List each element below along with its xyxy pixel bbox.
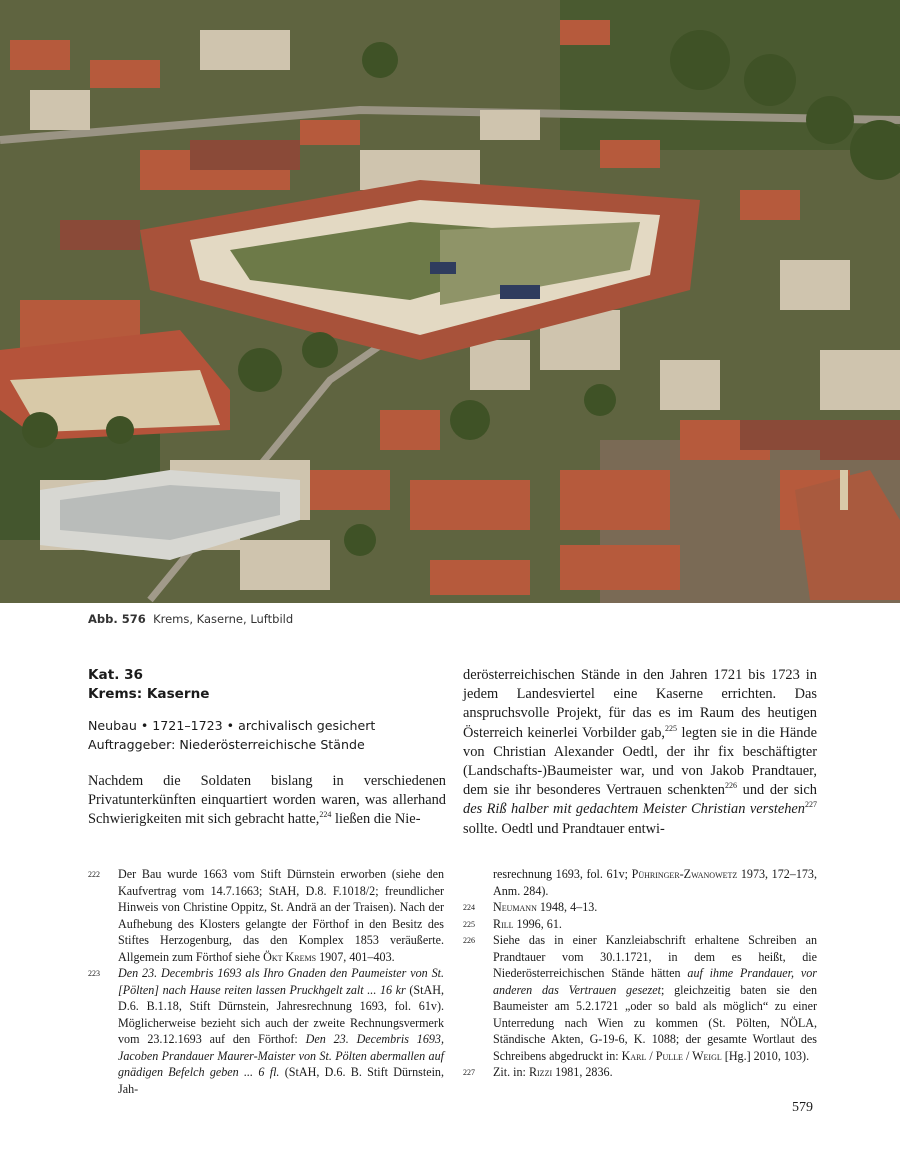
- quote-italic: des Riß halber mit gedachtem Meister Christian verstehen: [463, 801, 805, 818]
- text-run: Siehe das in einer Kanzleiabschrift erhaltene Schreiben an Prandtauer vom 30.1.1721, in dem es heißt, die Niederösterreichischen Stände hätten: [493, 933, 817, 980]
- right-column: [463, 666, 817, 839]
- footnote-222: [88, 866, 444, 965]
- footnote-225: [463, 916, 817, 933]
- meta-line-2: Auftraggeber: Niederösterreichische Stände: [88, 737, 365, 752]
- text-run: Nachdem die Soldaten bislang in verschiedenen Privatunterkünften einquartiert worden waren, was allerhand Schwierigkeiten mit sich gebracht hatte,: [88, 773, 446, 828]
- left-column: [88, 666, 446, 830]
- text-run: 1981, 2836.: [552, 1065, 613, 1079]
- text-run: derösterreichischen Stände in den Jahren 1721 bis 1723 in jedem Landesviertel eine Kaserne errichten. Das anspruchsvolle Projekt, für das es im Raum des heutigen Österreich keinerlei Vorbilder gab,: [463, 667, 817, 741]
- caption-text: Krems, Kaserne, Luftbild: [153, 612, 294, 626]
- text-run: legten sie in die Hände von Christian Alexander Oedtl, der ihr fix beschäftigter (Landschafts-)Baumeister war, und von Jakob Prandtauer, dem sie ihr besonderes Vertrauen schenkten: [463, 724, 817, 799]
- author-smallcaps: Neumann: [493, 900, 537, 914]
- author-smallcaps: Karl / Pulle / Weigl: [621, 1048, 722, 1063]
- body-text-left: [88, 772, 446, 830]
- author-smallcaps: Pühringer-Zwanowetz: [631, 867, 738, 881]
- footnote-224: [463, 899, 817, 916]
- text-run: ließen die Nie-: [331, 811, 421, 828]
- catalog-meta: [88, 716, 446, 754]
- text-run: 1907, 401–403.: [316, 949, 395, 964]
- quote-italic: Den 23. Decembris 1693, Jacoben Prandauer Maurer-Maister von St. Pölten abermallen auf gnädigen Befelch geben ... 6 fl.: [118, 1032, 445, 1079]
- meta-line-1: Neubau • 1721–1723 • archivalisch gesichert: [88, 718, 376, 733]
- page-number: 579: [792, 1100, 813, 1115]
- caption-label: Abb. 576: [88, 612, 146, 626]
- catalog-title: Krems: Kaserne: [88, 686, 210, 702]
- footnote-ref[interactable]: 227: [805, 800, 817, 810]
- paragraph: [463, 666, 817, 839]
- footnote-number: 224: [463, 903, 475, 912]
- footnote-number: 223: [88, 969, 100, 978]
- figure-caption: [88, 612, 293, 626]
- footnote-number: 226: [463, 936, 475, 945]
- text-run: (StAH, D.6. B. Stift Dürnstein, Jah-: [118, 1065, 444, 1096]
- text-run: (StAH, D.6. B.1.18, Stift Dürnstein, Jahresrechnung 1693, fol. 61v). Möglicherweise bezieht sich auch der zweite Rechnungsvermerk vom 23.12.1693 auf den Förthof:: [118, 982, 444, 1046]
- text-run: [Hg.] 2010, 103).: [721, 1048, 810, 1063]
- footnote-number: 222: [88, 870, 100, 879]
- text-run: und der sich: [737, 782, 817, 799]
- catalog-number: Kat. 36: [88, 667, 144, 683]
- author-smallcaps: Rizzi: [528, 1065, 553, 1079]
- footnotes-right: [463, 866, 817, 1081]
- text-run: 1973, 172–173, Anm. 284).: [493, 867, 817, 898]
- quote-italic: Den 23. Decembris 1693 als Ihro Gnaden den Paumeister von St. [Pölten] nach Hause reiten lassen Pruckhgelt zalt ... 16 kr: [118, 966, 444, 997]
- text-run: Der Bau wurde 1663 vom Stift Dürnstein erworben (siehe den Kaufvertrag vom 14.7.1663; StAH, D.8. F.1018/2; freundlicher Hinweis von Christine Oppitz, St. Andrä an der Traisen). Nach der Aufhebung des Klosters gelangte der Förthof in den Besitz des Stiftes Herzogenburg, das den Komplex 1853 veräußerte. Allgemein zum Förthof siehe: [118, 867, 444, 964]
- quote-italic: auf ihme Prandauer, vor anderen das Vertrauen gesezet: [493, 966, 817, 997]
- footnote-ref[interactable]: 225: [665, 723, 677, 733]
- author-smallcaps: Rill: [493, 916, 514, 931]
- footnotes-left: [88, 866, 444, 1097]
- text-run: resrechnung 1693, fol. 61v;: [493, 867, 632, 881]
- footnote-number: 227: [463, 1068, 475, 1077]
- footnote-223: [88, 965, 444, 1097]
- text-run: 1948, 4–13.: [536, 900, 598, 914]
- footnote-ref[interactable]: 226: [725, 781, 737, 791]
- footnote-223-continued: [463, 866, 817, 899]
- footnote-number: 225: [463, 919, 475, 929]
- footnote-ref[interactable]: 224: [319, 810, 332, 820]
- footnote-226: [463, 932, 817, 1064]
- text-run: 1996, 61.: [513, 916, 562, 931]
- text-run: Zit. in:: [493, 1065, 529, 1079]
- text-run: sollte. Oedtl und Prandtauer entwi-: [463, 820, 665, 837]
- paragraph: [88, 772, 446, 830]
- author-smallcaps: Ökt Krems: [263, 949, 317, 964]
- text-run: ; gleichzeitig baten sie den Baumeister am 5.2.1721 „oder so bald als möglich“ zu einer Unterredung nach Wien zu kommen (St. Pölten, NÖLA, Ständische Akten, G-19-6, K. 1088; der gesamte Wortlaut des Schreibens abgedruckt in:: [493, 982, 818, 1063]
- footnote-227: [463, 1064, 817, 1081]
